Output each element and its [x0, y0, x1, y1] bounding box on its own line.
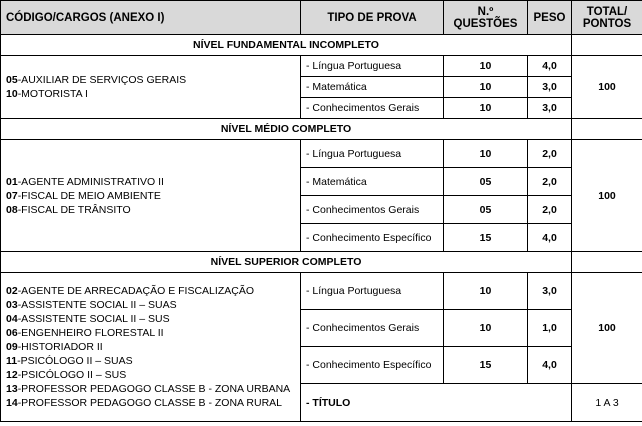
cargo-item: [6, 284, 295, 298]
peso-cell: 4,0: [528, 347, 572, 384]
cargo-item: [6, 87, 295, 101]
questoes-cell: 10: [444, 77, 528, 98]
group-title-spacer: [572, 252, 642, 273]
cargo-name: -PROFESSOR PEDAGOGO CLASSE B - ZONA RURAL: [17, 397, 282, 409]
cargo-name: -ENGENHEIRO FLORESTAL II: [17, 327, 164, 339]
cargo-item: [6, 340, 295, 354]
tipo-cell: - Língua Portuguesa: [301, 56, 444, 77]
peso-cell: 4,0: [528, 224, 572, 252]
cargo-item: [6, 354, 295, 368]
cargo-code: 02: [6, 285, 18, 297]
questoes-cell: 10: [444, 140, 528, 168]
header-questoes-line2: QUESTÕES: [453, 17, 518, 30]
cargo-name: -PROFESSOR PEDAGOGO CLASSE B - ZONA URBANA: [17, 383, 291, 395]
peso-cell: 4,0: [528, 56, 572, 77]
cargo-code: 06: [6, 327, 18, 339]
questoes-cell: 10: [444, 273, 528, 310]
titulo-pontos-cell: 1 A 3: [572, 384, 642, 422]
cargo-code: 04: [6, 313, 18, 325]
peso-cell: 3,0: [528, 273, 572, 310]
tipo-cell: - Conhecimentos Gerais: [301, 310, 444, 347]
total-cell: 100: [572, 273, 642, 384]
questoes-cell: 15: [444, 224, 528, 252]
peso-cell: 2,0: [528, 168, 572, 196]
group-title-spacer: [572, 35, 642, 56]
cargo-code: 05: [6, 74, 18, 86]
table-row: [1, 273, 642, 310]
cargo-name: -AGENTE ADMINISTRATIVO II: [17, 175, 164, 188]
titulo-cell: - TÍTULO: [301, 384, 572, 422]
total-cell: 100: [572, 140, 642, 252]
table-row: [1, 140, 642, 168]
cargo-name: -MOTORISTA I: [17, 88, 88, 100]
group-title: NÍVEL SUPERIOR COMPLETO: [1, 252, 572, 273]
cargo-item: [6, 175, 295, 189]
group-title-row: [1, 252, 642, 273]
header-questoes-line1: N.º: [477, 5, 494, 18]
cargo-item: [6, 312, 295, 326]
header-peso: PESO: [528, 1, 572, 35]
cargo-code: 01: [6, 175, 18, 188]
tipo-cell: - Conhecimentos Gerais: [301, 196, 444, 224]
cargo-name: -PSICÓLOGO II – SUS: [17, 369, 127, 381]
table-row: [1, 56, 642, 77]
cargo-code: 03: [6, 299, 18, 311]
cargo-list: [1, 56, 301, 119]
group-title: NÍVEL MÉDIO COMPLETO: [1, 119, 572, 140]
cargo-item: [6, 73, 295, 87]
header-tipo: TIPO DE PROVA: [301, 1, 444, 35]
cargo-name: -ASSISTENTE SOCIAL II – SUAS: [17, 299, 177, 311]
tipo-cell: - Conhecimento Específico: [301, 224, 444, 252]
cargo-code: 11: [6, 355, 18, 367]
cargo-code: 08: [6, 203, 18, 216]
tipo-cell: - Língua Portuguesa: [301, 140, 444, 168]
cargo-item: [6, 326, 295, 340]
group-title-spacer: [572, 119, 642, 140]
tipo-cell: - Conhecimento Específico: [301, 347, 444, 384]
cargo-code: 10: [6, 88, 18, 100]
cargo-name: -ASSISTENTE SOCIAL II – SUS: [17, 313, 170, 325]
total-cell: 100: [572, 56, 642, 119]
peso-cell: 3,0: [528, 98, 572, 119]
cargo-list: [1, 140, 301, 252]
cargo-item: [6, 203, 295, 217]
header-total: [572, 1, 642, 35]
peso-cell: 2,0: [528, 140, 572, 168]
questoes-cell: 10: [444, 56, 528, 77]
cargo-item: [6, 189, 295, 203]
cargo-item: [6, 298, 295, 312]
cargo-item: [6, 396, 295, 410]
tipo-cell: - Língua Portuguesa: [301, 273, 444, 310]
cargo-list: [1, 273, 301, 422]
header-total-line1: TOTAL/: [586, 5, 628, 18]
header-row: [1, 1, 642, 35]
cargo-name: -AUXILIAR DE SERVIÇOS GERAIS: [17, 74, 187, 86]
tipo-cell: - Matemática: [301, 77, 444, 98]
peso-cell: 3,0: [528, 77, 572, 98]
cargo-name: -FISCAL DE TRÂNSITO: [17, 203, 131, 216]
questoes-cell: 05: [444, 196, 528, 224]
cargo-name: -AGENTE DE ARRECADAÇÃO E FISCALIZAÇÃO: [17, 285, 254, 297]
cargo-item: [6, 368, 295, 382]
cargo-code: 13: [6, 383, 18, 395]
tipo-cell: - Matemática: [301, 168, 444, 196]
questoes-cell: 10: [444, 98, 528, 119]
tipo-cell: - Conhecimentos Gerais: [301, 98, 444, 119]
header-cargo: CÓDIGO/CARGOS (ANEXO I): [1, 1, 301, 35]
questoes-cell: 15: [444, 347, 528, 384]
questoes-cell: 10: [444, 310, 528, 347]
group-title-row: [1, 35, 642, 56]
cargo-code: 07: [6, 189, 18, 202]
peso-cell: 1,0: [528, 310, 572, 347]
header-total-line2: PONTOS: [582, 17, 632, 30]
cargo-name: -PSICÓLOGO II – SUAS: [17, 355, 133, 367]
questoes-cell: 05: [444, 168, 528, 196]
cargo-code: 14: [6, 397, 18, 409]
cargo-item: [6, 382, 295, 396]
cargo-code: 12: [6, 369, 18, 381]
cargo-name: -HISTORIADOR II: [17, 341, 103, 353]
header-questoes: [444, 1, 528, 35]
group-title: NÍVEL FUNDAMENTAL INCOMPLETO: [1, 35, 572, 56]
peso-cell: 2,0: [528, 196, 572, 224]
cargo-name: -FISCAL DE MEIO AMBIENTE: [17, 189, 161, 202]
cargo-code: 09: [6, 341, 18, 353]
group-title-row: [1, 119, 642, 140]
